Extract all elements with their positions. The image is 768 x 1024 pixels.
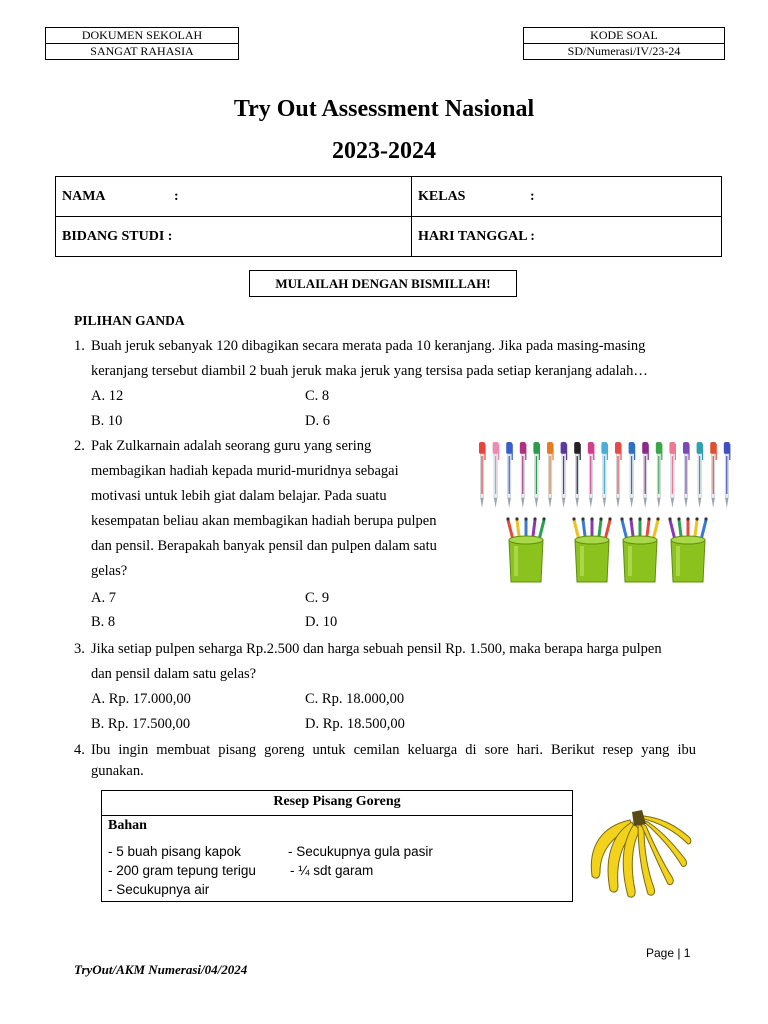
question-3-line: Jika setiap pulpen seharga Rp.2.500 dan harga sebuah pensil Rp. 1.500, maka berapa harga pulpen xyxy=(91,641,662,657)
question-code-value: SD/Numerasi/IV/23-24 xyxy=(524,43,724,59)
date-label: HARI TANGGAL : xyxy=(418,228,535,244)
recipe-ingredient: - 200 gram tepung terigu xyxy=(108,863,256,878)
school-document-box xyxy=(45,27,239,60)
secret-label: SANGAT RAHASIA xyxy=(46,43,238,59)
class-label: KELAS xyxy=(418,188,466,204)
option-1c[interactable]: C. 8 xyxy=(305,388,330,404)
pen-icon xyxy=(479,442,486,508)
pen-icon xyxy=(547,442,554,508)
recipe-ingredient: - ¼ sdt garam xyxy=(290,863,374,878)
pencil-cup-icon xyxy=(506,517,545,582)
option-3a[interactable]: A. Rp. 17.000,00 xyxy=(91,691,191,707)
question-2-line: kesempatan beliau akan membagikan hadiah berupa pulpen xyxy=(91,513,437,529)
pen-row xyxy=(479,442,730,508)
question-1-number: 1. xyxy=(74,338,85,354)
question-2-number: 2. xyxy=(74,438,85,454)
pen-icon xyxy=(656,442,663,508)
pen-icon xyxy=(669,442,676,508)
date-field[interactable] xyxy=(412,217,722,257)
question-2-line: membagikan hadiah kepada murid-muridnya sebagai xyxy=(91,463,399,479)
pens-and-pencil-cups-image xyxy=(474,436,740,590)
subject-label: BIDANG STUDI : xyxy=(62,228,173,244)
page-number: Page | 1 xyxy=(646,946,691,960)
pencil-cup-icon xyxy=(620,517,659,582)
name-field[interactable]: NAMA : xyxy=(56,177,412,217)
student-info-table xyxy=(55,176,722,257)
question-4-line: Ibu ingin membuat pisang goreng untuk cemilan keluarga di sore hari. Berikut resep yang ibu xyxy=(91,742,696,758)
question-3-line: dan pensil dalam satu gelas? xyxy=(91,666,257,682)
pen-icon xyxy=(493,442,500,508)
option-1d[interactable]: D. 6 xyxy=(305,413,330,429)
recipe-ingredients-heading: Bahan xyxy=(108,818,147,833)
pen-icon xyxy=(683,442,690,508)
option-3b[interactable]: B. Rp. 17.500,00 xyxy=(91,716,191,732)
pen-icon xyxy=(588,442,595,508)
question-1-line: keranjang tersebut diambil 2 buah jeruk maka jeruk yang tersisa pada setiap keranjang adalah… xyxy=(91,363,648,379)
question-2-line: gelas? xyxy=(91,563,128,579)
pen-icon xyxy=(710,442,717,508)
section-heading: PILIHAN GANDA xyxy=(74,313,185,328)
pencil-cups xyxy=(506,517,707,582)
recipe-box xyxy=(101,790,573,902)
pen-icon xyxy=(697,442,704,508)
option-2a[interactable]: A. 7 xyxy=(91,590,116,606)
page-year: 2023-2024 xyxy=(332,138,436,164)
pen-icon xyxy=(601,442,608,508)
recipe-ingredient: - Secukupnya air xyxy=(108,882,210,897)
option-2d[interactable]: D. 10 xyxy=(305,614,338,630)
option-3d[interactable]: D. Rp. 18.500,00 xyxy=(305,716,405,732)
banana-bunch-image xyxy=(582,806,692,900)
option-2b[interactable]: B. 8 xyxy=(91,614,116,630)
pen-icon xyxy=(629,442,636,508)
question-code-label: KODE SOAL xyxy=(590,28,658,42)
school-document-label: DOKUMEN SEKOLAH xyxy=(81,28,203,42)
recipe-title: Resep Pisang Goreng xyxy=(102,791,572,816)
pen-icon xyxy=(561,442,568,508)
subject-field[interactable] xyxy=(56,217,412,257)
question-4-line: gunakan. xyxy=(91,763,144,779)
question-4 xyxy=(74,740,696,782)
question-3 xyxy=(74,637,696,687)
recipe-ingredient: - 5 buah pisang kapok xyxy=(108,844,241,859)
option-2c[interactable]: C. 9 xyxy=(305,590,330,606)
footer-code: TryOut/AKM Numerasi/04/2024 xyxy=(74,962,248,977)
pencil-cup-icon xyxy=(572,517,611,582)
pen-icon xyxy=(574,442,581,508)
pen-icon xyxy=(533,442,540,508)
pen-icon xyxy=(520,442,527,508)
question-2 xyxy=(74,434,474,584)
pen-icon xyxy=(506,442,513,508)
option-3c[interactable]: C. Rp. 18.000,00 xyxy=(305,691,405,707)
page-title: Try Out Assessment Nasional xyxy=(233,96,535,122)
question-4-number: 4. xyxy=(74,742,85,758)
pen-icon xyxy=(615,442,622,508)
name-label: NAMA xyxy=(62,188,106,204)
pencil-cup-icon xyxy=(668,517,707,582)
start-banner: MULAILAH DENGAN BISMILLAH! xyxy=(249,270,517,297)
pen-icon xyxy=(724,442,731,508)
option-1b[interactable]: B. 10 xyxy=(91,413,123,429)
question-2-line: motivasi untuk lebih giat dalam belajar. Pada suatu xyxy=(91,488,387,504)
question-1-line: Buah jeruk sebanyak 120 dibagikan secara merata pada 10 keranjang. Jika pada masing-masing xyxy=(91,338,646,354)
question-3-number: 3. xyxy=(74,641,85,657)
recipe-ingredient: - Secukupnya gula pasir xyxy=(288,844,433,859)
question-2-line: Pak Zulkarnain adalah seorang guru yang sering xyxy=(91,438,372,454)
question-2-line: dan pensil. Berapakah banyak pensil dan pulpen dalam satu xyxy=(91,538,437,554)
option-1a[interactable]: A. 12 xyxy=(91,388,124,404)
question-1 xyxy=(74,334,696,384)
class-field[interactable]: KELAS : xyxy=(412,177,722,217)
question-code-box xyxy=(523,27,725,60)
pen-icon xyxy=(642,442,649,508)
